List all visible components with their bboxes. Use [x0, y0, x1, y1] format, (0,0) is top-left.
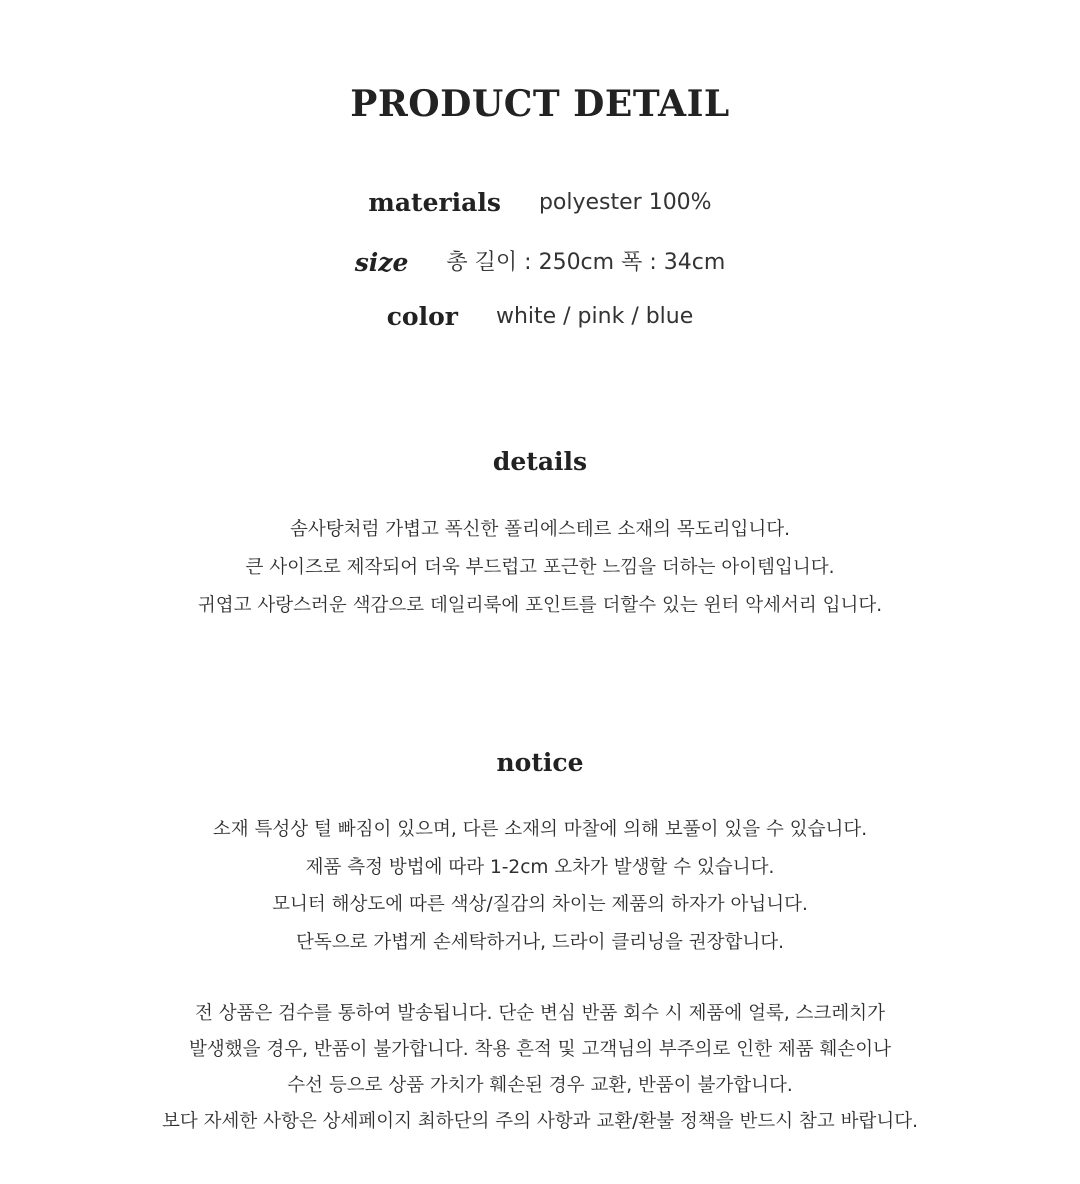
spec-row-materials [0, 186, 1080, 219]
notice-line: 제품 측정 방법에 따라 1-2cm 오차가 발생할 수 있습니다. [305, 856, 775, 878]
spec-value-size: 총 길이 : 250cm 폭 : 34cm [446, 249, 726, 275]
notice-line: 발생했을 경우, 반품이 불가합니다. 착용 흔적 및 고객님의 부주의로 인한 제품 훼손이나 [189, 1039, 891, 1060]
details-line: 귀엽고 사랑스러운 색감으로 데일리룩에 포인트를 더할수 있는 윈터 악세서리 입니다. [197, 595, 883, 616]
details-line: 큰 사이즈로 제작되어 더욱 부드럽고 포근한 느낌을 더하는 아이템입니다. [245, 557, 835, 578]
notice-line: 모니터 해상도에 따른 색상/질감의 차이는 제품의 하자가 아닙니다. [272, 894, 808, 915]
spec-label-size: size [354, 247, 409, 277]
notice-line: 단독으로 가볍게 손세탁하거나, 드라이 클리닝을 권장합니다. [296, 931, 784, 953]
spec-row-size [0, 246, 1080, 279]
spec-value-materials: polyester 100% [538, 189, 712, 215]
details-line: 솜사탕처럼 가볍고 폭신한 폴리에스테르 소재의 목도리입니다. [290, 519, 790, 540]
notice-heading: notice [496, 748, 584, 777]
details-heading: details [492, 447, 588, 476]
notice-line: 전 상품은 검수를 통하여 발송됩니다. 단순 변심 반품 회수 시 제품에 얼룩, 스크레치가 [195, 1003, 885, 1024]
page-title: PRODUCT DETAIL [350, 83, 730, 125]
notice-line: 수선 등으로 상품 가치가 훼손된 경우 교환, 반품이 불가합니다. [287, 1075, 793, 1096]
details-paragraph [0, 511, 1080, 625]
notice-line: 보다 자세한 사항은 상세페이지 최하단의 주의 사항과 교환/환불 정책을 반드시 참고 바랍니다. [162, 1111, 918, 1132]
spec-label-materials: materials [368, 187, 501, 217]
notice-line: 소재 특성상 털 빠짐이 있으며, 다른 소재의 마찰에 의해 보풀이 있을 수 있습니다. [212, 819, 868, 840]
spec-row-color [0, 300, 1080, 333]
notice-paragraph-return-policy [0, 996, 1080, 1140]
spec-value-color: white / pink / blue [495, 303, 694, 329]
spec-label-color: color [386, 301, 458, 331]
notice-paragraph-care [0, 811, 1080, 961]
